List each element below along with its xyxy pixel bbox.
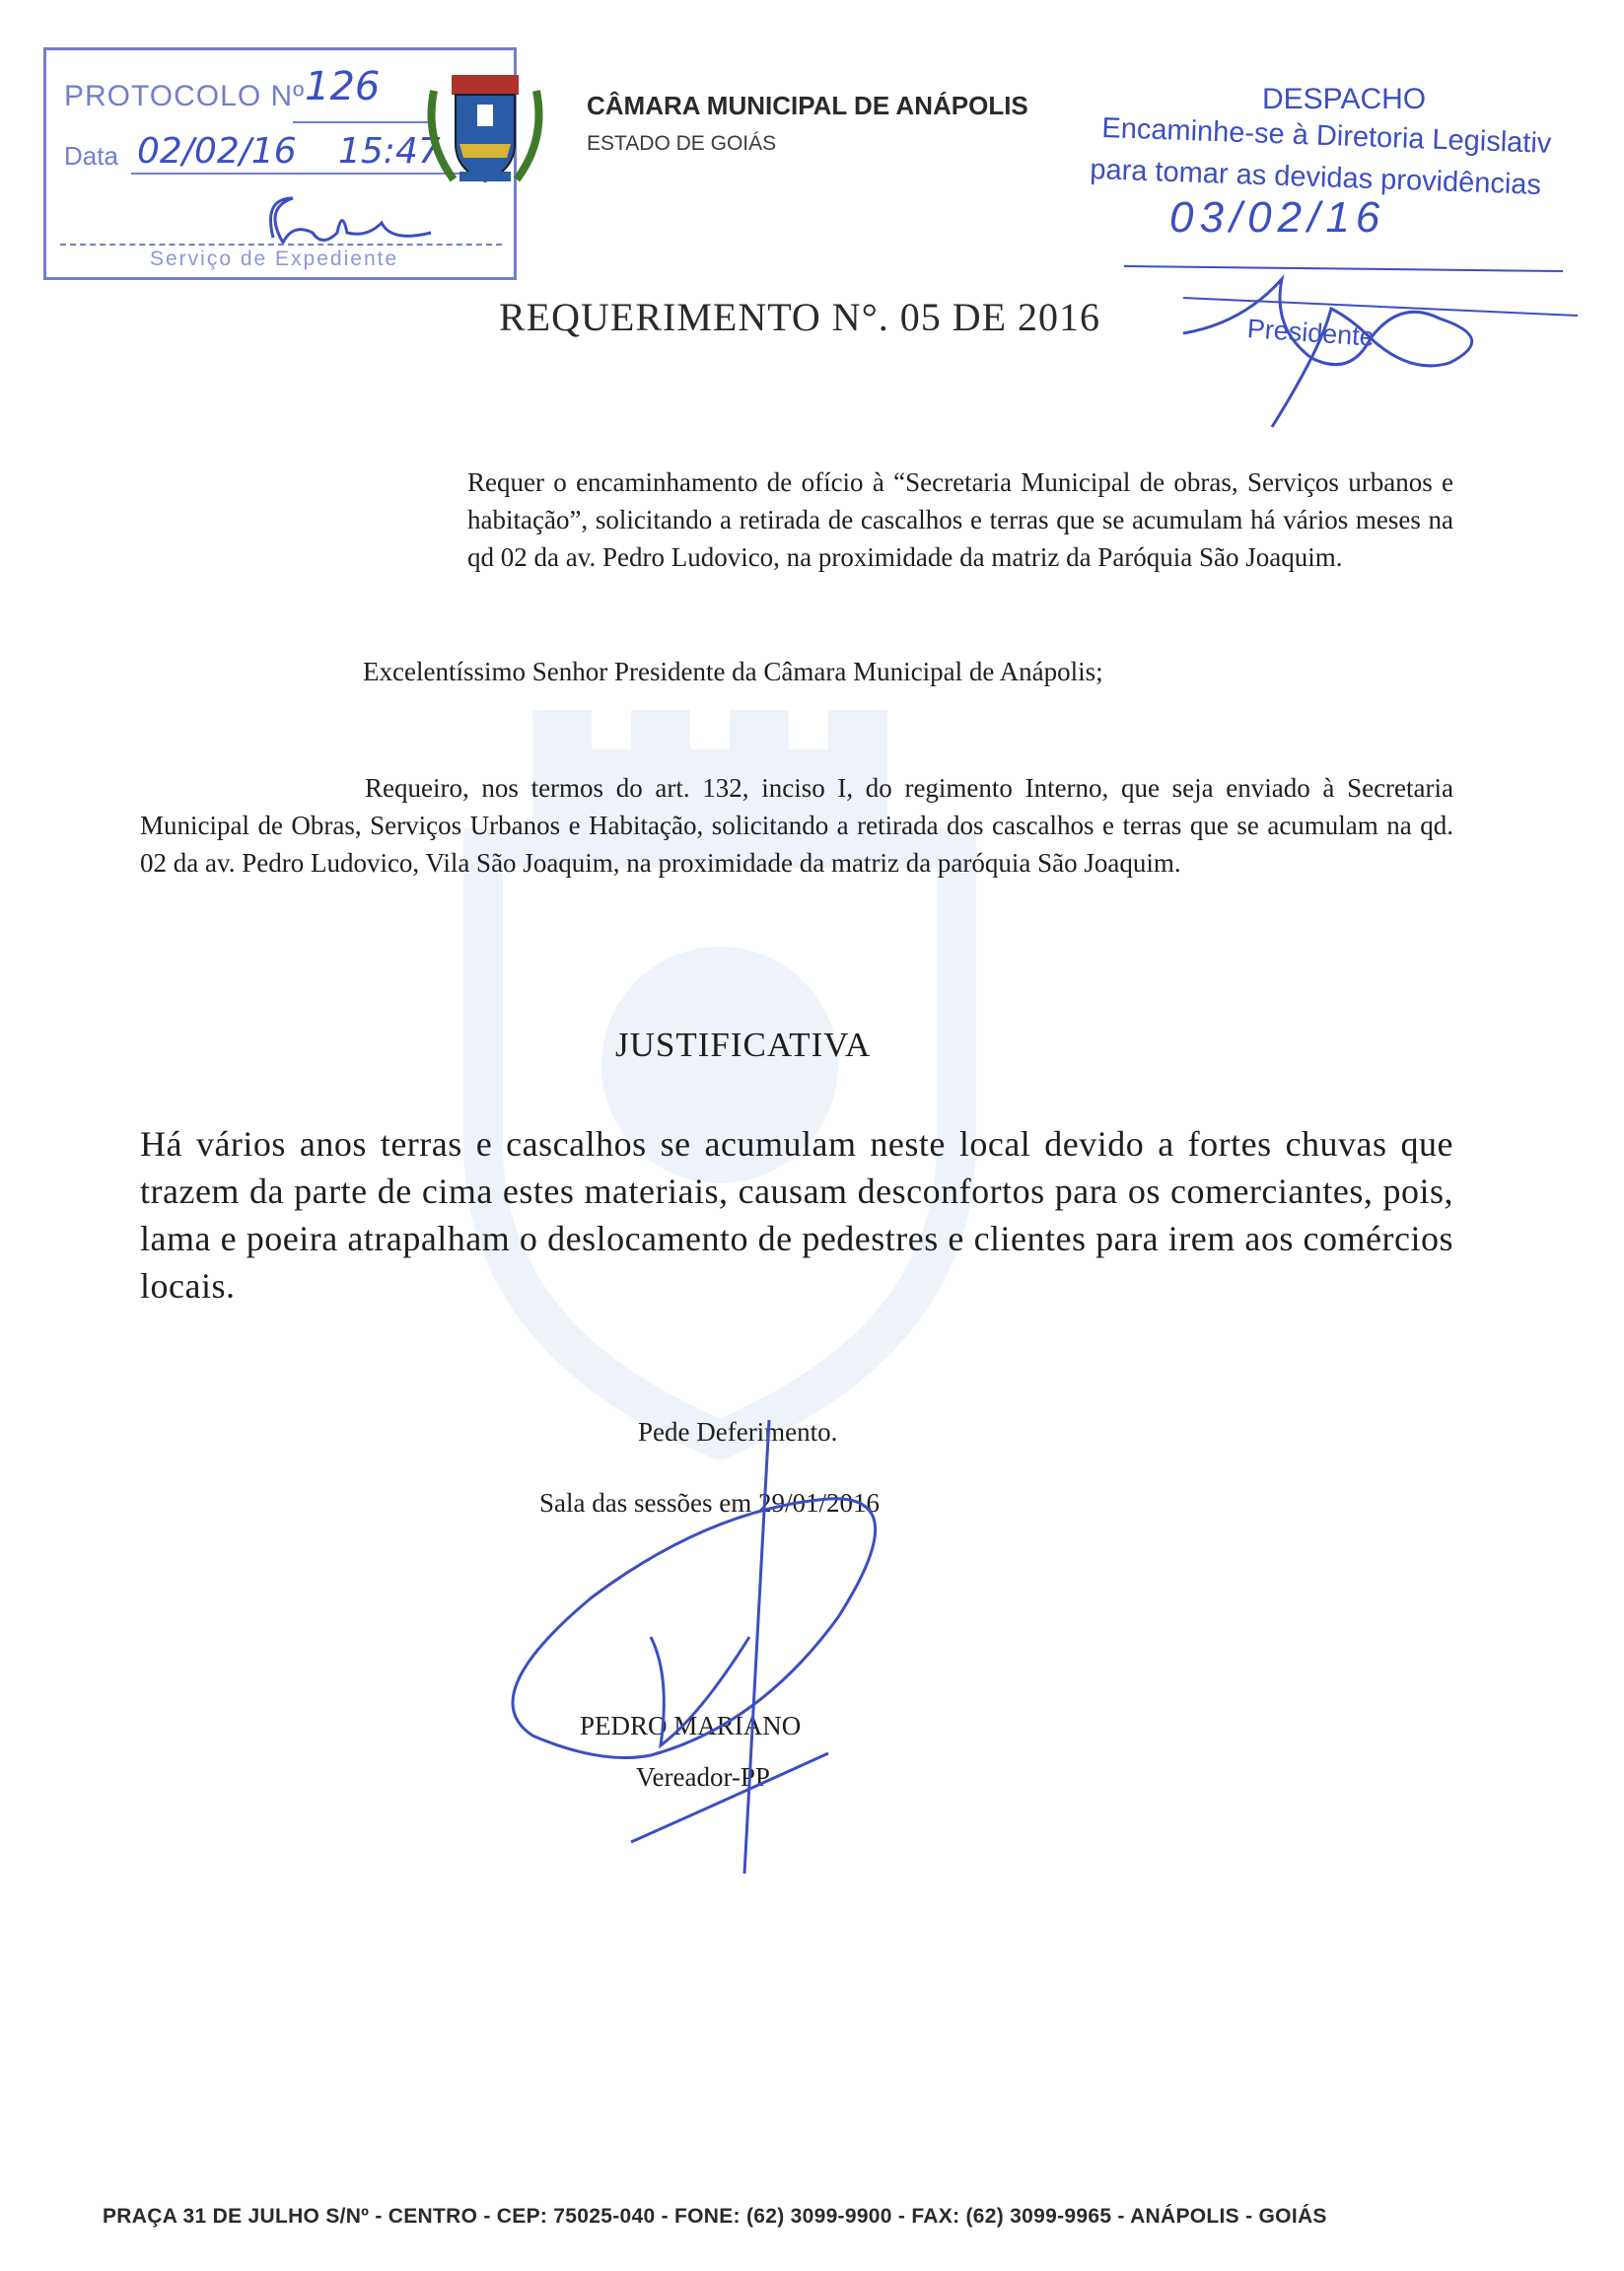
protocol-date: 02/02/16 xyxy=(137,131,297,172)
signer-role: Vereador-PP xyxy=(636,1762,770,1792)
place-date: Sala das sessões em 29/01/2016 xyxy=(539,1488,880,1518)
despacho-signature-label: Presidente xyxy=(1245,314,1376,352)
footer-address: PRAÇA 31 DE JULHO S/Nº - CENTRO - CEP: 75025-040 - FONE: (62) 3099-9900 - FAX: (62) 3099-9965 - ANÁPOLIS - GOIÁS xyxy=(103,2205,1327,2228)
councillor-signature xyxy=(493,1420,986,1893)
despacho-date: 03/02/16 xyxy=(1169,193,1386,242)
protocol-date-label: Data xyxy=(64,141,118,171)
protocol-footer: Serviço de Expediente xyxy=(150,248,399,270)
document-request: Requeiro, nos termos do art. 132, inciso I, do regimento Interno, que seja enviado à Secretaria Municipal de Obras, Serviços Urbanos e Habitação, solicitando a retirada dos cascalhos e terras que se acumulam na qd. 02 da av. Pedro Ludovico, Vila São Joaquim, na proximidade da matriz da paróquia São Joaquim. xyxy=(140,773,1453,878)
president-signature xyxy=(1164,266,1489,424)
justification-text: Há vários anos terras e cascalhos se acumulam neste local devido a fortes chuvas que trazem da parte de cima estes materiais, causam desconfortos para os comerciantes, pois, lama e poeira atrapalham o deslocamento de pedestres e clientes para irem aos comércios locais. xyxy=(140,1124,1453,1306)
institution-name: CÂMARA MUNICIPAL DE ANÁPOLIS xyxy=(587,91,1028,120)
despacho-line-1: Encaminhe-se à Diretoria Legislativ xyxy=(1100,112,1552,160)
justification-heading: JUSTIFICATIVA xyxy=(615,1026,872,1064)
document-summary: Requer o encaminhamento de ofício à “Secretaria Municipal de obras, Serviços urbanos e habitação”, solicitando a retirada de cascalhos e terras que se acumulam há vários meses na qd 02 da av. Pedro Ludovico, na proximidade da matriz da Paróquia São Joaquim. xyxy=(467,467,1453,572)
despacho-line-2: para tomar as devidas providências xyxy=(1089,154,1542,201)
municipal-crest xyxy=(426,61,544,191)
protocol-time: 15:47 xyxy=(338,131,441,172)
closing-text: Pede Deferimento. xyxy=(638,1417,838,1447)
protocol-label: PROTOCOLO Nº xyxy=(64,80,306,112)
document-greeting: Excelentíssimo Senhor Presidente da Câmara Municipal de Anápolis; xyxy=(363,657,1103,686)
document-title: REQUERIMENTO N°. 05 DE 2016 xyxy=(499,295,1101,339)
despacho-title: DESPACHO xyxy=(1262,83,1427,115)
signer-name: PEDRO MARIANO xyxy=(580,1711,802,1740)
protocol-number: 126 xyxy=(305,64,381,109)
institution-state: ESTADO DE GOIÁS xyxy=(587,132,777,155)
